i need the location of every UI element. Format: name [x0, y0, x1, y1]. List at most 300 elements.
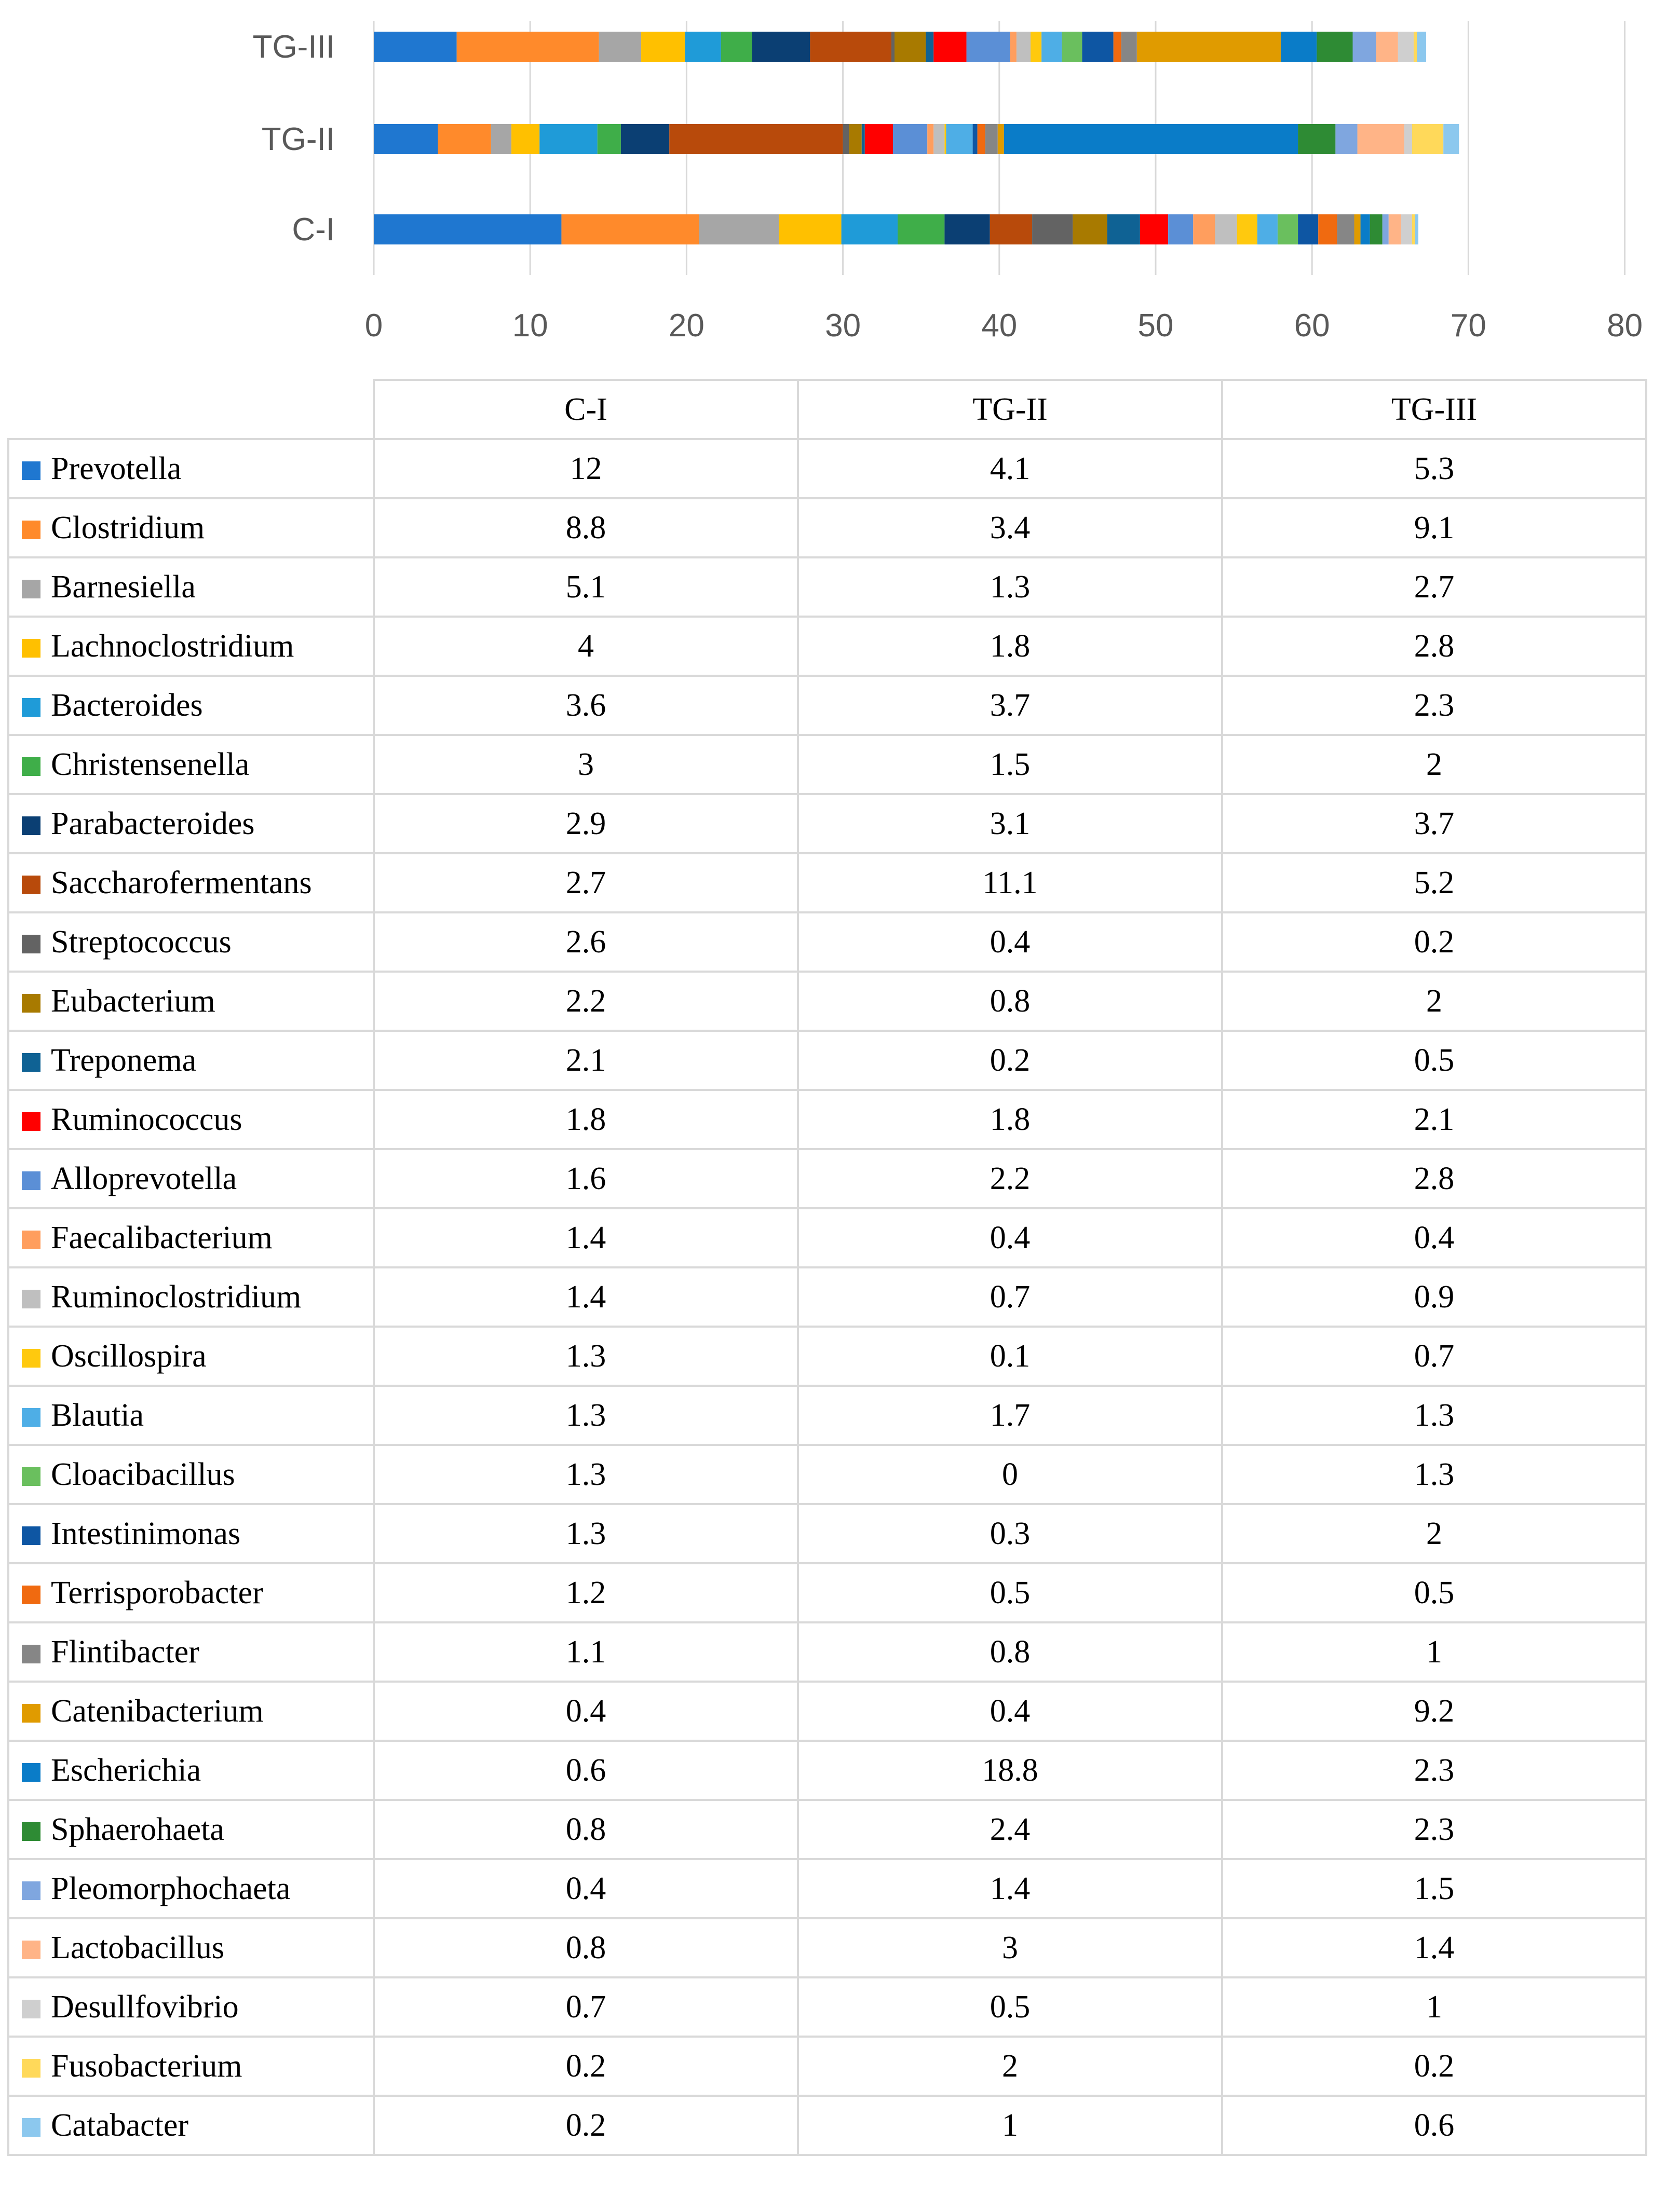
value-cell: 5.1 [374, 557, 798, 617]
table-row [8, 1267, 1646, 1327]
legend-swatch [22, 2118, 40, 2137]
bar-segment [1370, 214, 1383, 244]
value-cell: 2.8 [1222, 617, 1646, 676]
series-name: Pleomorphochaeta [51, 1870, 291, 1906]
series-name: Desullfovibrio [51, 1989, 239, 2025]
series-name: Faecalibacterium [51, 1220, 273, 1255]
value-cell: 1 [798, 2096, 1222, 2155]
value-cell: 0.8 [374, 1800, 798, 1859]
stacked-bar-chart [0, 0, 1653, 363]
series-name: Oscillospira [51, 1338, 207, 1374]
table-body [8, 439, 1646, 2155]
bar-segment [457, 32, 599, 62]
bar-segment [561, 214, 699, 244]
series-name: Treponema [51, 1042, 197, 1078]
bar-segment [1337, 214, 1354, 244]
bar-segment [721, 32, 752, 62]
bar-segment [1215, 214, 1237, 244]
value-cell: 9.2 [1222, 1682, 1646, 1741]
bar-segment [893, 124, 927, 154]
value-cell: 0.7 [1222, 1327, 1646, 1386]
value-cell: 4 [374, 617, 798, 676]
category-label: TG-III [252, 29, 335, 65]
value-cell: 2.1 [374, 1031, 798, 1090]
value-cell: 18.8 [798, 1741, 1222, 1800]
value-cell: 9.1 [1222, 498, 1646, 557]
series-name: Lactobacillus [51, 1930, 224, 1965]
series-name-cell [8, 1090, 374, 1149]
legend-swatch [22, 698, 40, 717]
value-cell: 1.3 [374, 1504, 798, 1563]
value-cell: 0.1 [798, 1327, 1222, 1386]
table-row [8, 1445, 1646, 1504]
bar-segment [1082, 32, 1113, 62]
series-name-cell [8, 1741, 374, 1800]
value-cell: 1.3 [1222, 1386, 1646, 1445]
series-name-cell [8, 1918, 374, 1977]
bar-segment [1031, 32, 1041, 62]
legend-swatch [22, 2000, 40, 2018]
bar-segment [926, 32, 933, 62]
series-name: Ruminoclostridium [51, 1279, 302, 1315]
series-name: Barnesiella [51, 569, 196, 605]
bar-segment [998, 124, 1004, 154]
legend-swatch [22, 580, 40, 598]
bar-segment [843, 124, 849, 154]
bar-segment [895, 32, 926, 62]
value-cell: 0.4 [374, 1682, 798, 1741]
bar-segment [1107, 214, 1140, 244]
value-cell: 12 [374, 439, 798, 498]
bar-segment [621, 124, 669, 154]
bar-segment [752, 32, 810, 62]
bar-segment [438, 124, 491, 154]
value-cell: 0.8 [798, 972, 1222, 1031]
table-row [8, 912, 1646, 972]
legend-swatch [22, 757, 40, 776]
bar-segment [990, 214, 1032, 244]
bar-segment [973, 124, 978, 154]
series-name-cell [8, 1622, 374, 1682]
series-name-cell [8, 1208, 374, 1267]
bar-segment [1318, 214, 1337, 244]
series-name-cell [8, 1149, 374, 1208]
bar-segment [1417, 32, 1426, 62]
category-label: C-I [292, 212, 335, 248]
bar-segment [927, 124, 933, 154]
table-corner-cell [8, 380, 374, 439]
bar-segment [1358, 124, 1404, 154]
series-name-cell [8, 1031, 374, 1090]
value-cell: 0.2 [798, 1031, 1222, 1090]
value-cell: 2 [1222, 735, 1646, 794]
column-header: TG-II [798, 380, 1222, 439]
value-cell: 2.2 [798, 1149, 1222, 1208]
series-name: Catenibacterium [51, 1693, 264, 1729]
series-name-cell [8, 853, 374, 912]
bar-segment [1389, 214, 1401, 244]
table-row [8, 1208, 1646, 1267]
series-name-cell [8, 1859, 374, 1918]
bar-segment [933, 32, 966, 62]
bar-segment [967, 32, 1010, 62]
series-name: Terrisporobacter [51, 1575, 263, 1610]
series-name-cell [8, 2037, 374, 2096]
bar-segment [944, 124, 946, 154]
value-cell: 0.3 [798, 1504, 1222, 1563]
bar-segment [685, 32, 721, 62]
series-name-cell [8, 1445, 374, 1504]
value-cell: 2.4 [798, 1800, 1222, 1859]
bar-segment [1353, 32, 1376, 62]
value-cell: 3.4 [798, 498, 1222, 557]
bar-segment [944, 214, 990, 244]
bar-segment [1383, 214, 1389, 244]
table-row [8, 498, 1646, 557]
bar-segment [1237, 214, 1257, 244]
value-cell: 2.7 [1222, 557, 1646, 617]
legend-swatch [22, 1112, 40, 1131]
value-cell: 1.5 [798, 735, 1222, 794]
series-name: Catabacter [51, 2107, 189, 2143]
legend-swatch [22, 1822, 40, 1841]
bar-segment [374, 124, 438, 154]
series-name: Prevotella [51, 450, 182, 486]
value-cell: 3.7 [1222, 794, 1646, 853]
bar-segment [1414, 32, 1417, 62]
value-cell: 5.3 [1222, 439, 1646, 498]
table-row [8, 1563, 1646, 1622]
value-cell: 0.8 [374, 1918, 798, 1977]
series-name: Parabacteroides [51, 805, 255, 841]
x-tick-label: 10 [512, 308, 548, 344]
series-name-cell [8, 439, 374, 498]
value-cell: 1.4 [374, 1267, 798, 1327]
bar-segment [1032, 214, 1073, 244]
value-cell: 11.1 [798, 853, 1222, 912]
value-cell: 0.9 [1222, 1267, 1646, 1327]
value-cell: 0.5 [1222, 1031, 1646, 1090]
value-cell: 0.4 [374, 1859, 798, 1918]
value-cell: 0.4 [798, 1208, 1222, 1267]
column-header: C-I [374, 380, 798, 439]
value-cell: 4.1 [798, 439, 1222, 498]
legend-swatch [22, 1526, 40, 1545]
bar-segment [599, 32, 641, 62]
table-row [8, 1682, 1646, 1741]
value-cell: 0.2 [374, 2037, 798, 2096]
value-cell: 0.4 [1222, 1208, 1646, 1267]
table-row [8, 2096, 1646, 2155]
bar-segment [1278, 214, 1298, 244]
table-row [8, 1859, 1646, 1918]
legend-swatch [22, 1408, 40, 1427]
x-tick-label: 40 [981, 308, 1018, 344]
bar-segment [1137, 32, 1281, 62]
bar-segment [1257, 214, 1278, 244]
series-name-cell [8, 1682, 374, 1741]
value-cell: 1.5 [1222, 1859, 1646, 1918]
value-cell: 2 [798, 2037, 1222, 2096]
value-cell: 2 [1222, 1504, 1646, 1563]
value-cell: 1.8 [798, 617, 1222, 676]
legend-swatch [22, 521, 40, 539]
bar-segment [1140, 214, 1168, 244]
bar-segment [865, 124, 893, 154]
x-tick-label: 20 [668, 308, 704, 344]
value-cell: 1 [1222, 1977, 1646, 2037]
bar-segment [1281, 32, 1317, 62]
legend-swatch [22, 1586, 40, 1604]
value-cell: 2.8 [1222, 1149, 1646, 1208]
table-row [8, 617, 1646, 676]
series-name-cell [8, 676, 374, 735]
series-name-cell [8, 735, 374, 794]
bar-segment [1398, 32, 1414, 62]
table-row [8, 1386, 1646, 1445]
bar-segment [779, 214, 841, 244]
bar-segment [898, 214, 944, 244]
table-row [8, 557, 1646, 617]
bar-segment [669, 124, 843, 154]
value-cell: 2.1 [1222, 1090, 1646, 1149]
bar-segment [1298, 124, 1335, 154]
table-row [8, 1741, 1646, 1800]
series-name: Sphaerohaeta [51, 1811, 224, 1847]
series-name-cell [8, 617, 374, 676]
bar-segment [1010, 32, 1017, 62]
value-cell: 3.6 [374, 676, 798, 735]
legend-swatch [22, 1763, 40, 1782]
bar-segment [1168, 214, 1193, 244]
series-name: Ruminococcus [51, 1101, 242, 1137]
series-name: Christensenella [51, 746, 250, 782]
value-cell: 1.3 [374, 1445, 798, 1504]
value-cell: 2.3 [1222, 1741, 1646, 1800]
value-cell: 0.8 [798, 1622, 1222, 1682]
series-name-cell [8, 1267, 374, 1327]
bar-segment [374, 32, 457, 62]
bar-segment [1401, 214, 1412, 244]
value-cell: 1.4 [798, 1859, 1222, 1918]
bar-segment [1354, 214, 1361, 244]
bar-segment [933, 124, 944, 154]
legend-swatch [22, 639, 40, 658]
legend-swatch [22, 461, 40, 480]
bar-segment [539, 124, 597, 154]
value-cell: 0.5 [1222, 1563, 1646, 1622]
bar-segment [1361, 214, 1370, 244]
series-name: Cloacibacillus [51, 1456, 235, 1492]
x-tick-label: 0 [364, 308, 383, 344]
value-cell: 1.2 [374, 1563, 798, 1622]
series-name-cell [8, 1800, 374, 1859]
legend-swatch [22, 1171, 40, 1190]
series-name: Alloprevotella [51, 1160, 237, 1196]
bar-segment [1298, 214, 1318, 244]
value-cell: 0.6 [1222, 2096, 1646, 2155]
value-cell: 2.9 [374, 794, 798, 853]
series-name-cell [8, 557, 374, 617]
value-cell: 1.3 [374, 1386, 798, 1445]
table-row [8, 676, 1646, 735]
table-row [8, 735, 1646, 794]
bar-segment [598, 124, 621, 154]
value-cell: 0.6 [374, 1741, 798, 1800]
series-name-cell [8, 1327, 374, 1386]
series-name: Flintibacter [51, 1634, 199, 1670]
bar-segment [1062, 32, 1082, 62]
bar-segment [491, 124, 511, 154]
value-cell: 1.3 [798, 557, 1222, 617]
table-row [8, 1327, 1646, 1386]
table-row [8, 1090, 1646, 1149]
bar-segment [374, 214, 561, 244]
bar-segment [1017, 32, 1031, 62]
table-row [8, 853, 1646, 912]
value-cell: 3.7 [798, 676, 1222, 735]
series-name: Saccharofermentans [51, 865, 312, 900]
series-name: Fusobacterium [51, 2048, 242, 2084]
series-name: Streptococcus [51, 924, 232, 960]
bar-segment [699, 214, 779, 244]
table-row [8, 2037, 1646, 2096]
table-row [8, 1918, 1646, 1977]
legend-swatch [22, 935, 40, 953]
table-row [8, 794, 1646, 853]
bar-segment [1193, 214, 1215, 244]
value-cell: 0.2 [1222, 2037, 1646, 2096]
x-tick-label: 30 [825, 308, 861, 344]
bar-segment [1376, 32, 1398, 62]
bar-segment [511, 124, 539, 154]
bar-segment [891, 32, 895, 62]
value-cell: 1.4 [1222, 1918, 1646, 1977]
value-cell: 1.8 [798, 1090, 1222, 1149]
value-cell: 5.2 [1222, 853, 1646, 912]
legend-swatch [22, 1290, 40, 1308]
bar-segment [1404, 124, 1412, 154]
bar-segment [1041, 32, 1062, 62]
bar-segment [1412, 214, 1415, 244]
series-name: Escherichia [51, 1752, 201, 1788]
table-row [8, 1622, 1646, 1682]
series-name-cell [8, 1386, 374, 1445]
value-cell: 3 [374, 735, 798, 794]
x-tick-label: 70 [1450, 308, 1486, 344]
value-cell: 0.7 [374, 1977, 798, 2037]
bar-segment [641, 32, 685, 62]
legend-swatch [22, 994, 40, 1013]
value-cell: 0.5 [798, 1977, 1222, 2037]
value-cell: 1.6 [374, 1149, 798, 1208]
x-tick-label: 60 [1294, 308, 1330, 344]
value-cell: 0.4 [798, 1682, 1222, 1741]
legend-swatch [22, 2059, 40, 2078]
value-cell: 3 [798, 1918, 1222, 1977]
series-name: Clostridium [51, 510, 205, 545]
value-cell: 0.5 [798, 1563, 1222, 1622]
value-cell: 0 [798, 1445, 1222, 1504]
legend-swatch [22, 1645, 40, 1663]
bar-segment [985, 124, 998, 154]
legend-swatch [22, 1941, 40, 1959]
bar-segment [1114, 32, 1121, 62]
value-cell: 2.6 [374, 912, 798, 972]
legend-swatch [22, 876, 40, 894]
bar-segment [1317, 32, 1352, 62]
legend-swatch [22, 1881, 40, 1900]
series-name: Intestinimonas [51, 1515, 241, 1551]
bar-segment [1412, 124, 1443, 154]
table-row [8, 1504, 1646, 1563]
legend-swatch [22, 1467, 40, 1486]
table-row [8, 439, 1646, 498]
series-name-cell [8, 912, 374, 972]
legend-swatch [22, 1704, 40, 1723]
value-cell: 1.7 [798, 1386, 1222, 1445]
value-cell: 1.1 [374, 1622, 798, 1682]
series-name-cell [8, 1504, 374, 1563]
series-name: Eubacterium [51, 983, 215, 1019]
value-cell: 1.3 [374, 1327, 798, 1386]
bar-segment [1073, 214, 1107, 244]
value-cell: 2.3 [1222, 676, 1646, 735]
table-header-row [8, 380, 1646, 439]
value-cell: 1 [1222, 1622, 1646, 1682]
legend-swatch [22, 816, 40, 835]
category-label: TG-II [261, 121, 335, 157]
bar-segment [1004, 124, 1298, 154]
value-cell: 2.3 [1222, 1800, 1646, 1859]
legend-swatch [22, 1231, 40, 1249]
x-tick-label: 80 [1607, 308, 1643, 344]
legend-swatch [22, 1349, 40, 1368]
series-name: Lachnoclostridium [51, 628, 294, 664]
value-cell: 0.4 [798, 912, 1222, 972]
legend-swatch [22, 1053, 40, 1072]
bar-segment [1121, 32, 1137, 62]
column-header: TG-III [1222, 380, 1646, 439]
value-cell: 1.8 [374, 1090, 798, 1149]
bar-segment [849, 124, 862, 154]
bar-segment [810, 32, 891, 62]
bar-segment [842, 214, 898, 244]
series-name-cell [8, 1977, 374, 2037]
data-table [7, 379, 1647, 2156]
series-name-cell [8, 2096, 374, 2155]
x-tick-label: 50 [1137, 308, 1174, 344]
value-cell: 1.4 [374, 1208, 798, 1267]
bar-segment [1443, 124, 1459, 154]
table-row [8, 1031, 1646, 1090]
bar-segment [946, 124, 972, 154]
value-cell: 2.2 [374, 972, 798, 1031]
series-name-cell [8, 1563, 374, 1622]
series-name-cell [8, 498, 374, 557]
series-name: Bacteroides [51, 687, 203, 723]
bar-segment [862, 124, 865, 154]
value-cell: 0.2 [1222, 912, 1646, 972]
value-cell: 2 [1222, 972, 1646, 1031]
value-cell: 2.7 [374, 853, 798, 912]
value-cell: 1.3 [1222, 1445, 1646, 1504]
series-name-cell [8, 972, 374, 1031]
value-cell: 0.7 [798, 1267, 1222, 1327]
table-row [8, 1800, 1646, 1859]
value-cell: 0.2 [374, 2096, 798, 2155]
series-name: Blautia [51, 1397, 144, 1433]
